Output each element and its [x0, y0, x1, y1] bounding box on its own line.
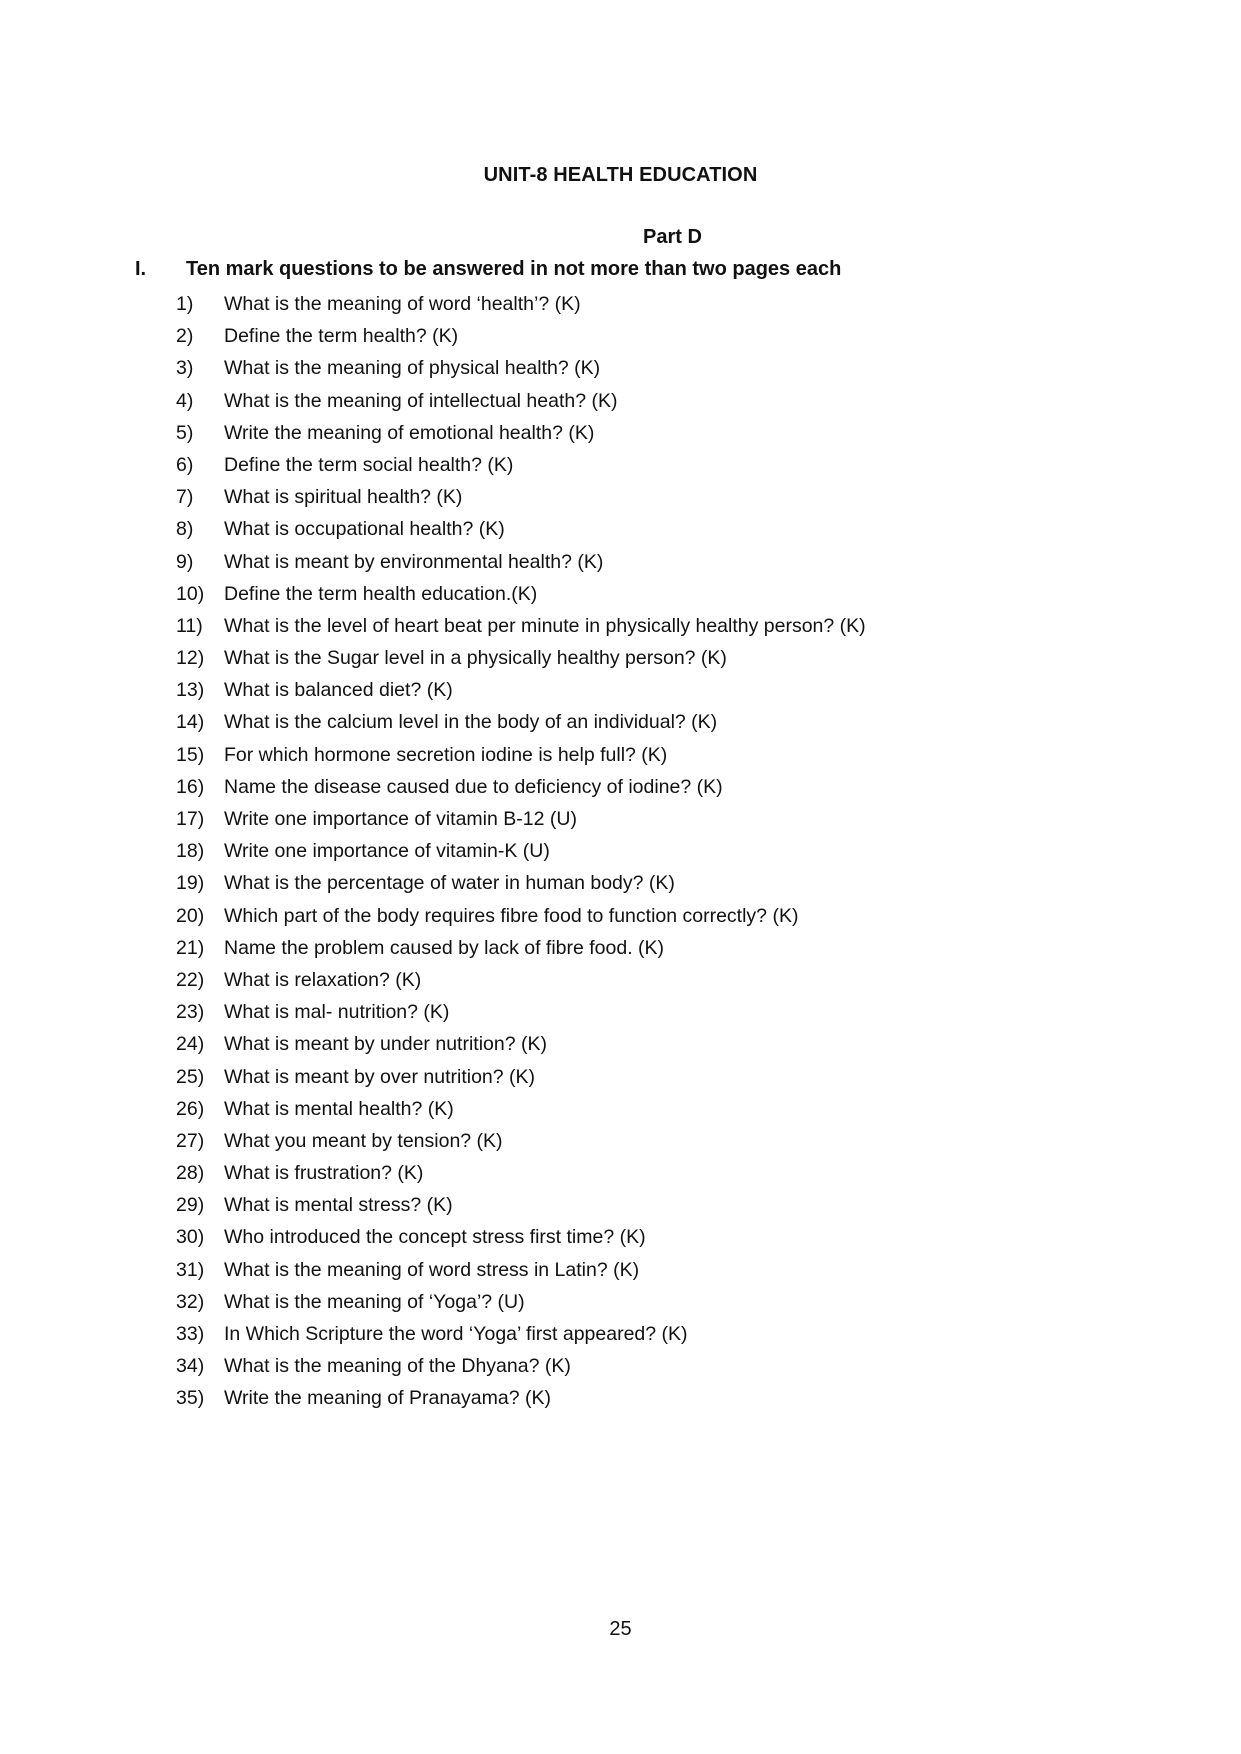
question-text: What is the meaning of ‘Yoga’? (U) [224, 1290, 525, 1313]
question-number: 16) [176, 775, 205, 798]
question-number: 28) [176, 1162, 205, 1185]
question-number: 23) [176, 1001, 205, 1024]
question-text: What is the meaning of intellectual heath? (K) [224, 389, 618, 412]
question-text: What is balanced diet? (K) [224, 679, 453, 702]
question-text: Define the term social health? (K) [224, 453, 514, 476]
question-number: 15) [176, 743, 205, 766]
question-text: Which part of the body requires fibre food to function correctly? (K) [224, 904, 799, 927]
question-number: 7) [176, 486, 194, 509]
question-text: What is meant by over nutrition? (K) [224, 1065, 536, 1088]
question-number: 26) [176, 1097, 205, 1120]
question-item [0, 674, 1241, 706]
question-text: What is meant by under nutrition? (K) [224, 1033, 547, 1056]
question-number: 14) [176, 711, 205, 734]
question-text: What is mental health? (K) [224, 1097, 454, 1120]
question-text: What is mental stress? (K) [224, 1194, 453, 1217]
question-number: 25) [176, 1065, 205, 1088]
question-number: 11) [176, 614, 203, 637]
question-item [0, 1221, 1241, 1253]
question-item [0, 1318, 1241, 1350]
question-item [0, 1254, 1241, 1286]
question-text: What is relaxation? (K) [224, 968, 422, 991]
question-text: For which hormone secretion iodine is help full? (K) [224, 743, 668, 766]
question-item [0, 513, 1241, 545]
question-text: What is occupational health? (K) [224, 518, 505, 541]
question-text: Define the term health education.(K) [224, 582, 538, 605]
section-instruction: Ten mark questions to be answered in not more than two pages each [186, 258, 842, 280]
question-item [0, 417, 1241, 449]
question-number: 30) [176, 1226, 205, 1249]
question-item [0, 1286, 1241, 1318]
part-title: Part D [643, 226, 702, 248]
question-number: 35) [176, 1387, 205, 1410]
question-number: 29) [176, 1194, 205, 1217]
question-item [0, 385, 1241, 417]
question-item [0, 481, 1241, 513]
question-text: What is the percentage of water in human body? (K) [224, 872, 675, 895]
question-number: 13) [176, 679, 205, 702]
question-text: What is the meaning of physical health? (K) [224, 357, 601, 380]
question-number: 4) [176, 389, 194, 412]
question-number: 17) [176, 808, 205, 830]
question-text: What is meant by environmental health? (K) [224, 550, 604, 573]
question-item [0, 932, 1241, 964]
question-text: What is spiritual health? (K) [224, 486, 463, 509]
question-number: 21) [176, 936, 205, 959]
question-number: 5) [176, 421, 194, 444]
question-item [0, 352, 1241, 384]
question-text: What is mal- nutrition? (K) [224, 1001, 450, 1024]
question-text: What is the meaning of word stress in Latin? (K) [224, 1258, 640, 1281]
question-text: Name the problem caused by lack of fibre food. (K) [224, 936, 665, 959]
question-text: Define the term health? (K) [224, 325, 459, 348]
question-item [0, 1350, 1241, 1382]
question-number: 18) [176, 840, 205, 863]
question-number: 27) [176, 1129, 205, 1152]
question-text: What is the meaning of word ‘health’? (K) [224, 293, 581, 315]
question-text: Name the disease caused due to deficiency of iodine? (K) [224, 775, 723, 798]
question-item [0, 1093, 1241, 1125]
question-item [0, 449, 1241, 481]
question-text: Write one importance of vitamin B-12 (U) [224, 808, 577, 830]
unit-title: UNIT-8 HEALTH EDUCATION [483, 164, 758, 186]
question-number: 9) [176, 550, 194, 573]
page-number: 25 [609, 1618, 632, 1640]
question-item [0, 900, 1241, 932]
question-text: What is the meaning of the Dhyana? (K) [224, 1355, 571, 1378]
question-text: In Which Scripture the word ‘Yoga’ first appeared? (K) [224, 1323, 688, 1345]
question-item [0, 1157, 1241, 1189]
question-item [0, 996, 1241, 1028]
question-number: 22) [176, 968, 205, 991]
question-item [0, 867, 1241, 899]
question-item [0, 546, 1241, 578]
question-text: What is the Sugar level in a physically healthy person? (K) [224, 647, 727, 670]
question-number: 34) [176, 1355, 205, 1378]
question-number: 6) [176, 453, 194, 476]
question-number: 33) [176, 1323, 205, 1345]
question-number: 2) [176, 325, 194, 348]
question-text: Who introduced the concept stress first time? (K) [224, 1226, 646, 1249]
question-item [0, 288, 1241, 320]
question-item [0, 642, 1241, 674]
question-number: 8) [176, 518, 194, 541]
question-number: 31) [176, 1258, 205, 1281]
question-text: Write one importance of vitamin-K (U) [224, 840, 550, 863]
question-item [0, 1028, 1241, 1060]
question-number: 1) [176, 293, 194, 315]
question-number: 24) [176, 1033, 205, 1056]
question-text: Write the meaning of emotional health? (K) [224, 421, 595, 444]
question-item [0, 578, 1241, 610]
question-item [0, 320, 1241, 352]
question-text: Write the meaning of Pranayama? (K) [224, 1387, 551, 1410]
question-text: What is frustration? (K) [224, 1162, 424, 1185]
question-number: 20) [176, 904, 205, 927]
question-item [0, 803, 1241, 835]
question-number: 19) [176, 872, 205, 895]
question-item [0, 1125, 1241, 1157]
question-list [0, 288, 1241, 1415]
question-item [0, 610, 1241, 642]
question-number: 10) [176, 582, 205, 605]
question-number: 12) [176, 647, 205, 670]
question-item [0, 771, 1241, 803]
question-item [0, 706, 1241, 738]
question-item [0, 739, 1241, 771]
question-item [0, 1061, 1241, 1093]
section-number: I. [135, 258, 147, 280]
question-item [0, 1382, 1241, 1414]
question-item [0, 835, 1241, 867]
question-item [0, 1189, 1241, 1221]
question-text: What you meant by tension? (K) [224, 1129, 503, 1152]
question-number: 32) [176, 1290, 205, 1313]
question-text: What is the calcium level in the body of an individual? (K) [224, 711, 718, 734]
question-number: 3) [176, 357, 194, 380]
question-item [0, 964, 1241, 996]
question-text: What is the level of heart beat per minute in physically healthy person? (K) [224, 614, 866, 637]
